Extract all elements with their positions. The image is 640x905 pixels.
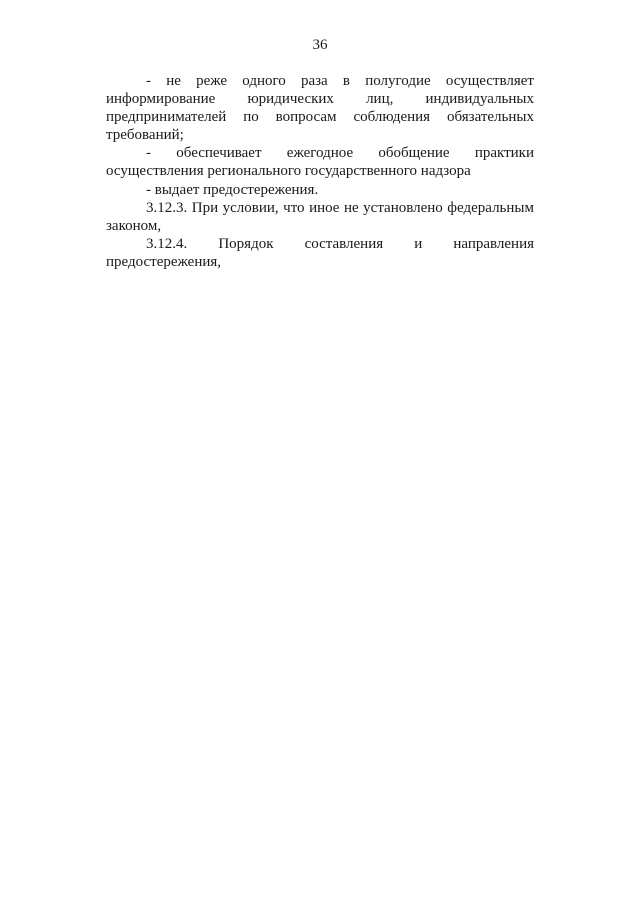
paragraph-informing: - не реже одного раза в полугодие осуществляет информирование юридических лиц, индивидуальных предпринимателей по вопросам соблюдения обязательных требований; xyxy=(106,73,534,144)
page-number: 36 xyxy=(312,37,328,53)
paragraph-issues-warnings: - выдает предостережения. xyxy=(146,181,319,198)
paragraph-3-12-3: 3.12.3. При условии, что иное не установлено федеральным законом, xyxy=(106,199,534,234)
paragraph-practice-summary: - обеспечивает ежегодное обобщение практики осуществления регионального государственного надзора xyxy=(106,145,534,180)
document-body xyxy=(106,72,534,271)
paragraph-3-12-4: 3.12.4. Порядок составления и направления предостережения, xyxy=(106,235,534,270)
